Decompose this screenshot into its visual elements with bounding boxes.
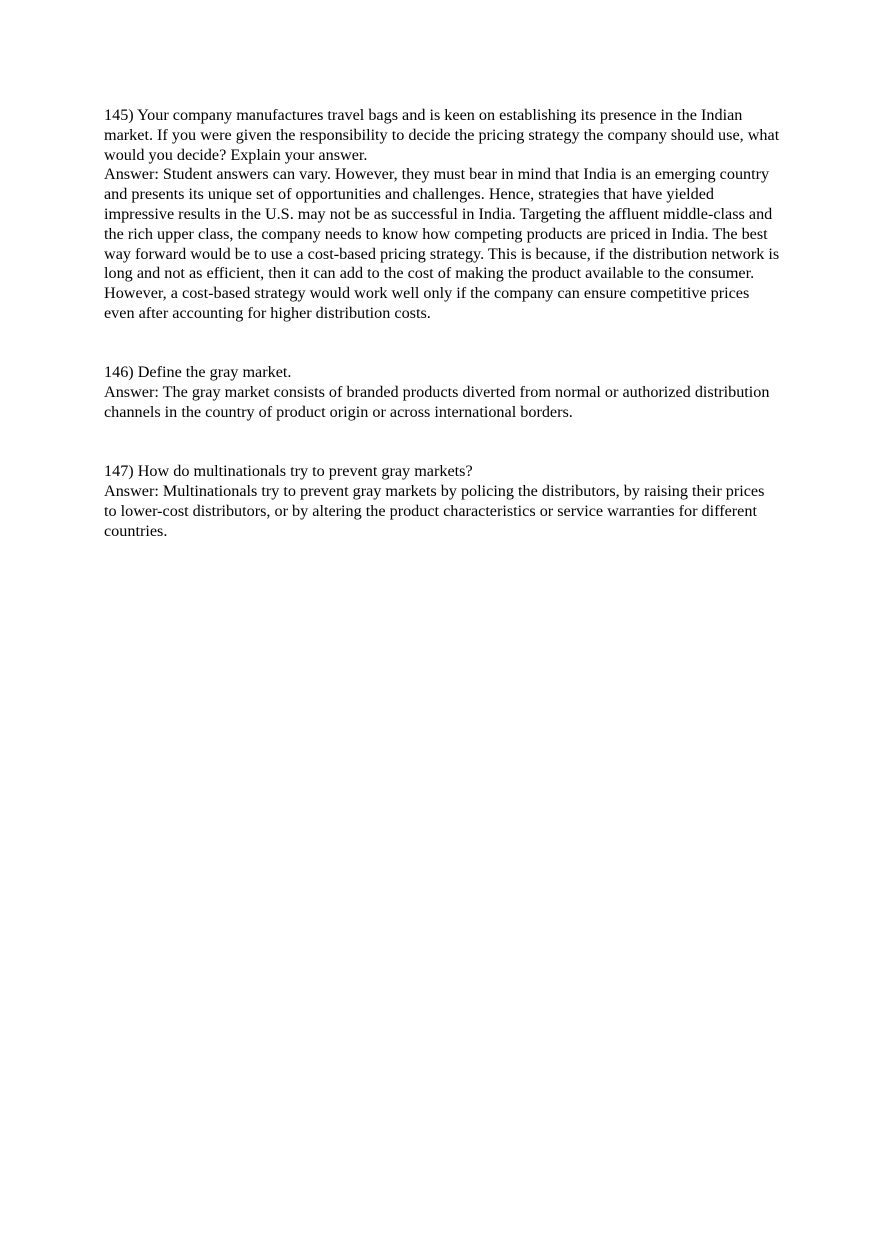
question-text: 147) How do multinationals try to prevent gray markets? xyxy=(104,462,473,481)
answer-text: Answer: Student answers can vary. However, they must bear in mind that India is an emerging country and presents its unique set of opportunities and challenges. Hence, strategies that have yielded impressive results in the U.S. may not be as successful in India. Targeting the affluent middle-class and the rich upper class, the company needs to know how competing products are priced in India. The best way forward would be to use a cost-based pricing strategy. This is because, if the distribution network is long and not as efficient, then it can add to the cost of making the product available to the consumer. However, a cost-based strategy would work well only if the company can ensure competitive prices even after accounting for higher distribution costs. xyxy=(104,165,780,322)
question-text: 145) Your company manufactures travel bags and is keen on establishing its presence in the Indian market. If you were given the responsibility to decide the pricing strategy the company should use, what would you decide? Explain your answer. xyxy=(104,106,780,164)
question-block-146 xyxy=(104,363,780,422)
question-block-147 xyxy=(104,462,780,541)
question-text: 146) Define the gray market. xyxy=(104,363,292,382)
document-body xyxy=(104,106,780,542)
answer-text: Answer: The gray market consists of branded products diverted from normal or authorized distribution channels in the country of product origin or across international borders. xyxy=(104,383,770,421)
answer-text: Answer: Multinationals try to prevent gray markets by policing the distributors, by raising their prices to lower-cost distributors, or by altering the product characteristics or service warranties for different countries. xyxy=(104,482,765,540)
question-block-145 xyxy=(104,106,780,324)
